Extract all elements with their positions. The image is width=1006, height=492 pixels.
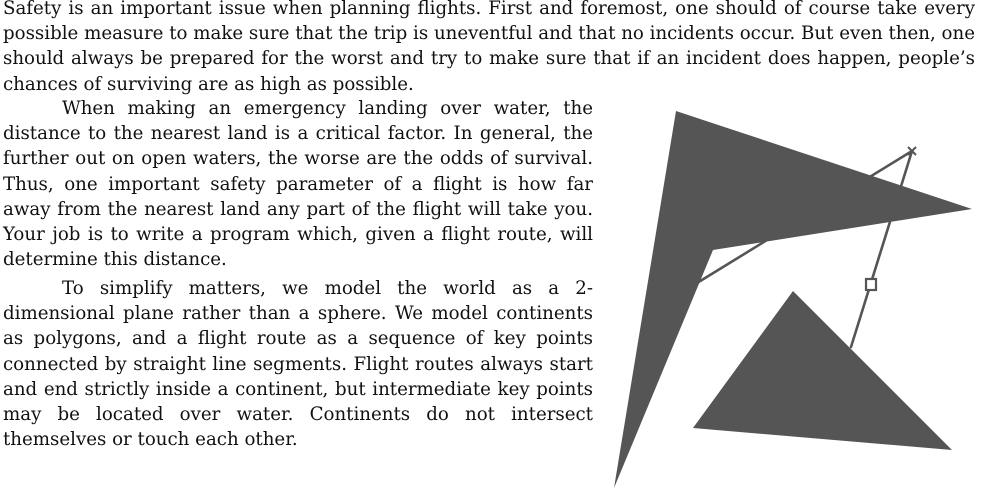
paragraph-intro: Safety is an important issue when planning flights. First and foremost, one should of course take every possible measure to make sure that the trip is uneventful and that no incidents occur. But even then, one should always be prepared for the worst and try to make sure that if an incident does happen, people’s chances of surviving are as high as possible. — [3, 0, 975, 95]
flight-route-figure — [600, 100, 992, 488]
paragraph-model: To simplify matters, we model the world as a 2-dimensional plane rather than a sphere. We model continents as polygons, and a flight route as a sequence of key points connected by straight line segments. Flight routes always start and end strictly inside a continent, but intermediate key points may be located over water. Continents do not intersect themselves or touch each other. — [3, 278, 593, 451]
continent-polygon — [693, 291, 952, 450]
route-keypoint-box — [866, 279, 876, 290]
flight-route-diagram — [600, 100, 992, 488]
paragraph-emergency-landing: When making an emergency landing over water, the distance to the nearest land is a critical factor. In general, the further out on open waters, the worse are the odds of survival. Thus, one important safety parameter of a flight is how far away from the nearest land any part of the flight will take you. Your job is to write a program which, given a flight route, will determine this distance. — [3, 98, 593, 271]
